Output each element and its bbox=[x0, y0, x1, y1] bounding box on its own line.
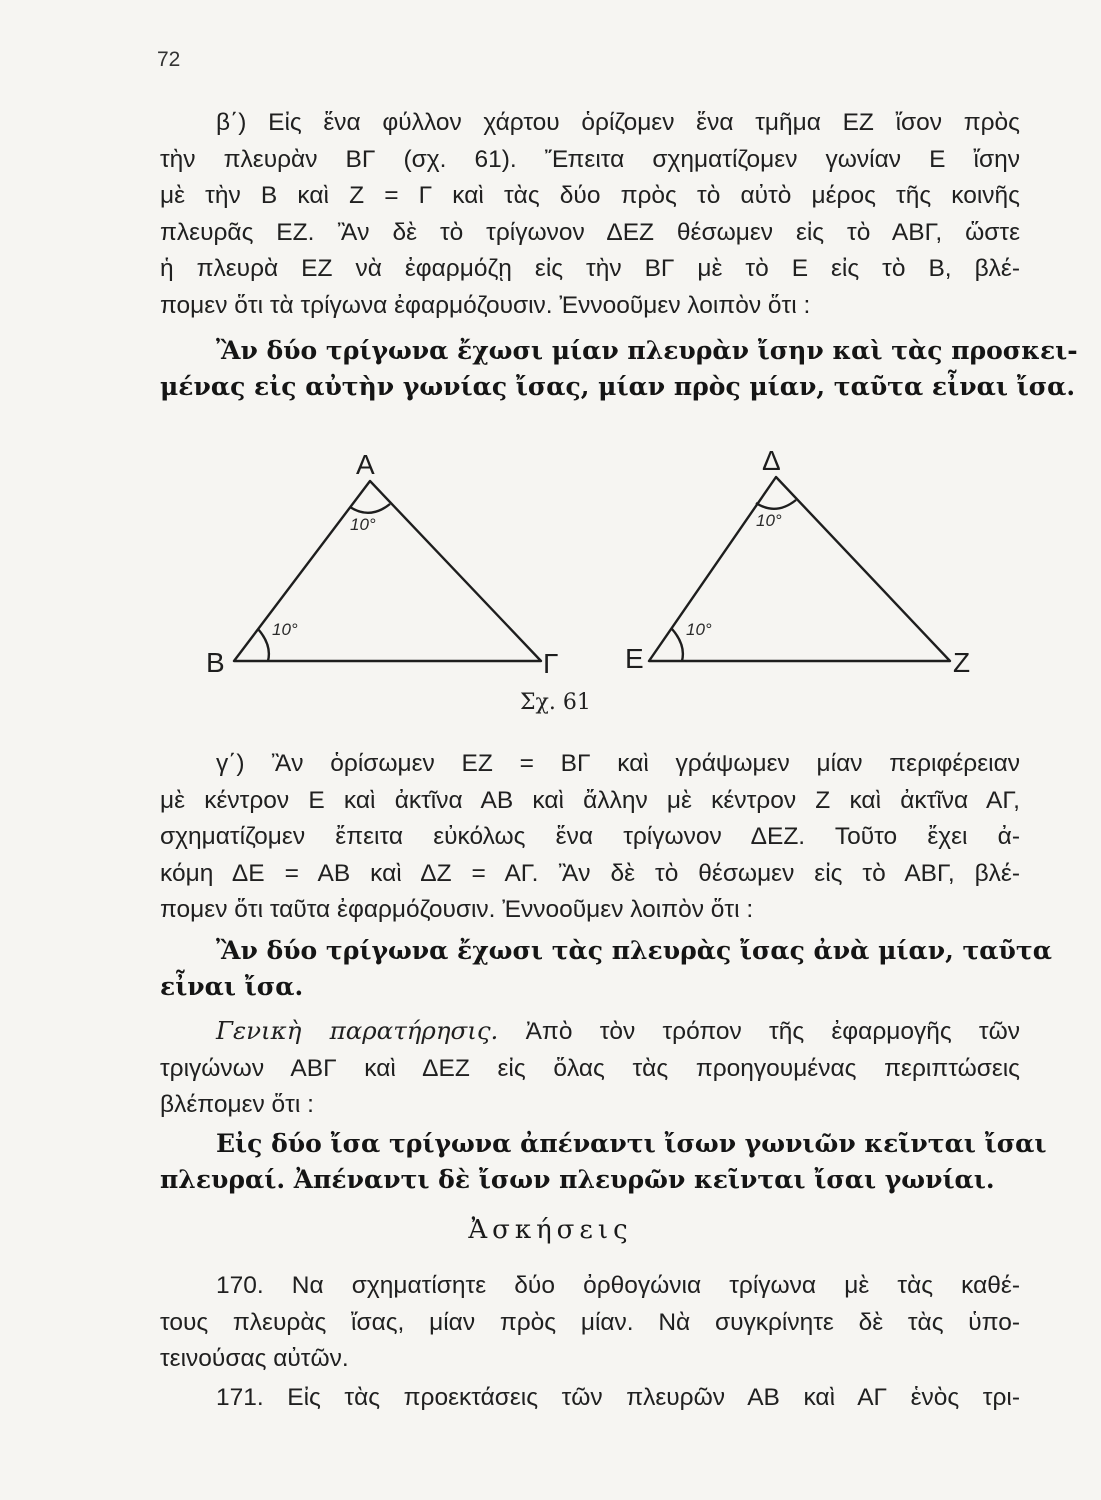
angle-arc-a bbox=[350, 504, 390, 513]
angle-arc-b bbox=[258, 629, 269, 661]
text-line: τεινούσας αὐτῶν. bbox=[160, 1345, 349, 1372]
angle-arc-e bbox=[672, 629, 683, 661]
angle-label-a: 10° bbox=[350, 515, 376, 534]
exercise-171 bbox=[160, 1380, 1020, 1417]
theorem-3 bbox=[160, 1126, 1047, 1198]
theorem-line: Ἂν δύο τρίγωνα ἔχωσι τὰς πλευρὰς ἴσας ἀνὰ μίαν, ταῦτα bbox=[216, 936, 1052, 965]
vertex-label-d: Δ bbox=[762, 445, 781, 476]
text-line: βλέπομεν ὅτι : bbox=[160, 1091, 314, 1118]
vertex-label-e: Ε bbox=[625, 643, 644, 674]
angle-arc-d bbox=[756, 500, 796, 509]
text-line: τριγώνων ΑΒΓ καὶ ΔΕΖ εἰς ὅλας τὰς προηγουμένας περιπτώσεις bbox=[160, 1054, 1020, 1082]
figure-61 bbox=[0, 440, 1101, 680]
text-line: μὲ τὴν Β καὶ Ζ = Γ καὶ τὰς δύο πρὸς τὸ αὐτὸ μέρος τῆς κοινῆς bbox=[160, 182, 1020, 209]
exercise-170 bbox=[160, 1268, 1020, 1378]
text-line: σχηματίζομεν ἔπειτα εὐκόλως ἕνα τρίγωνον ΔΕΖ. Τοῦτο ἔχει ἀ- bbox=[160, 823, 1020, 850]
vertex-label-z: Ζ bbox=[953, 647, 971, 678]
theorem-line: πλευραί. Ἀπέναντι δὲ ἴσων πλευρῶν κεῖνται ἴσαι γωνίαι. bbox=[160, 1165, 995, 1194]
remark-heading: Γενικὴ παρατήρησις. bbox=[216, 1016, 499, 1045]
theorem-line: Ἂν δύο τρίγωνα ἔχωσι μίαν πλευρὰν ἴσην καὶ τὰς προσκει- bbox=[216, 336, 1078, 365]
page-number: 72 bbox=[157, 48, 181, 71]
text-line: 171. Εἰς τὰς προεκτάσεις τῶν πλευρῶν ΑΒ καὶ ΑΓ ἑνὸς τρι- bbox=[216, 1384, 1020, 1411]
text-line: πλευρᾶς ΕΖ. Ἂν δὲ τὸ τρίγωνον ΔΕΖ θέσωμεν εἰς τὸ ΑΒΓ, ὥστε bbox=[160, 218, 1020, 246]
text-line: τους πλευρὰς ἴσας, μίαν πρὸς μίαν. Νὰ συγκρίνητε δὲ τὰς ὑπο- bbox=[160, 1308, 1020, 1336]
text-line bbox=[160, 1013, 1020, 1051]
paragraph-gamma bbox=[160, 746, 1020, 929]
vertex-label-g: Γ bbox=[543, 648, 559, 679]
angle-label-e: 10° bbox=[686, 620, 712, 639]
text-line: τὴν πλευρὰν ΒΓ (σχ. 61). Ἔπειτα σχηματίζομεν γωνίαν Ε ἴσην bbox=[160, 145, 1020, 173]
angle-label-d: 10° bbox=[756, 511, 782, 530]
text-line: ἡ πλευρὰ ΕΖ νὰ ἐφαρμόζῃ εἰς τὴν ΒΓ μὲ τὸ Ε εἰς τὸ Β, βλέ- bbox=[160, 255, 1020, 282]
figure-caption: Σχ. 61 bbox=[520, 690, 591, 715]
text-line: μὲ κέντρον Ε καὶ ἀκτῖνα ΑΒ καὶ ἄλλην μὲ κέντρον Ζ καὶ ἀκτῖνα ΑΓ, bbox=[160, 786, 1020, 814]
theorem-1 bbox=[160, 333, 1078, 405]
theorem-line: εἶναι ἴσα. bbox=[160, 972, 304, 1001]
angle-label-b: 10° bbox=[272, 620, 298, 639]
general-remark bbox=[160, 1013, 1020, 1124]
text-line: β΄) Εἰς ἕνα φύλλον χάρτου ὁρίζομεν ἕνα τμῆμα ΕΖ ἴσον πρὸς bbox=[216, 109, 1020, 136]
text-line: πομεν ὅτι ταῦτα ἐφαρμόζουσιν. Ἐννοοῦμεν λοιπὸν ὅτι : bbox=[160, 896, 754, 923]
text-line: κόμη ΔΕ = ΑΒ καὶ ΔΖ = ΑΓ. Ἂν δὲ τὸ θέσωμεν εἰς τὸ ΑΒΓ, βλέ- bbox=[160, 859, 1020, 887]
paragraph-beta bbox=[160, 105, 1020, 324]
theorem-line: μένας εἰς αὐτὴν γωνίας ἴσας, μίαν πρὸς μίαν, ταῦτα εἶναι ἴσα. bbox=[160, 372, 1076, 401]
text-line: γ΄) Ἂν ὁρίσωμεν ΕΖ = ΒΓ καὶ γράψωμεν μίαν περιφέρειαν bbox=[216, 750, 1020, 777]
theorem-2 bbox=[160, 933, 1052, 1005]
theorem-line: Εἰς δύο ἴσα τρίγωνα ἀπέναντι ἴσων γωνιῶν κεῖνται ἴσαι bbox=[216, 1129, 1047, 1158]
exercises-title: Ἀσκήσεις bbox=[468, 1215, 633, 1245]
vertex-label-a: Α bbox=[356, 449, 375, 480]
remark-text: Ἀπὸ τὸν τρόπον τῆς ἐφαρμογῆς τῶν bbox=[525, 1018, 1020, 1045]
vertex-label-b: Β bbox=[206, 647, 225, 678]
text-line: πομεν ὅτι τὰ τρίγωνα ἐφαρμόζουσιν. Ἐννοοῦμεν λοιπὸν ὅτι : bbox=[160, 291, 811, 319]
text-line: 170. Να σχηματίσητε δύο ὀρθογώνια τρίγωνα μὲ τὰς καθέ- bbox=[216, 1272, 1020, 1299]
